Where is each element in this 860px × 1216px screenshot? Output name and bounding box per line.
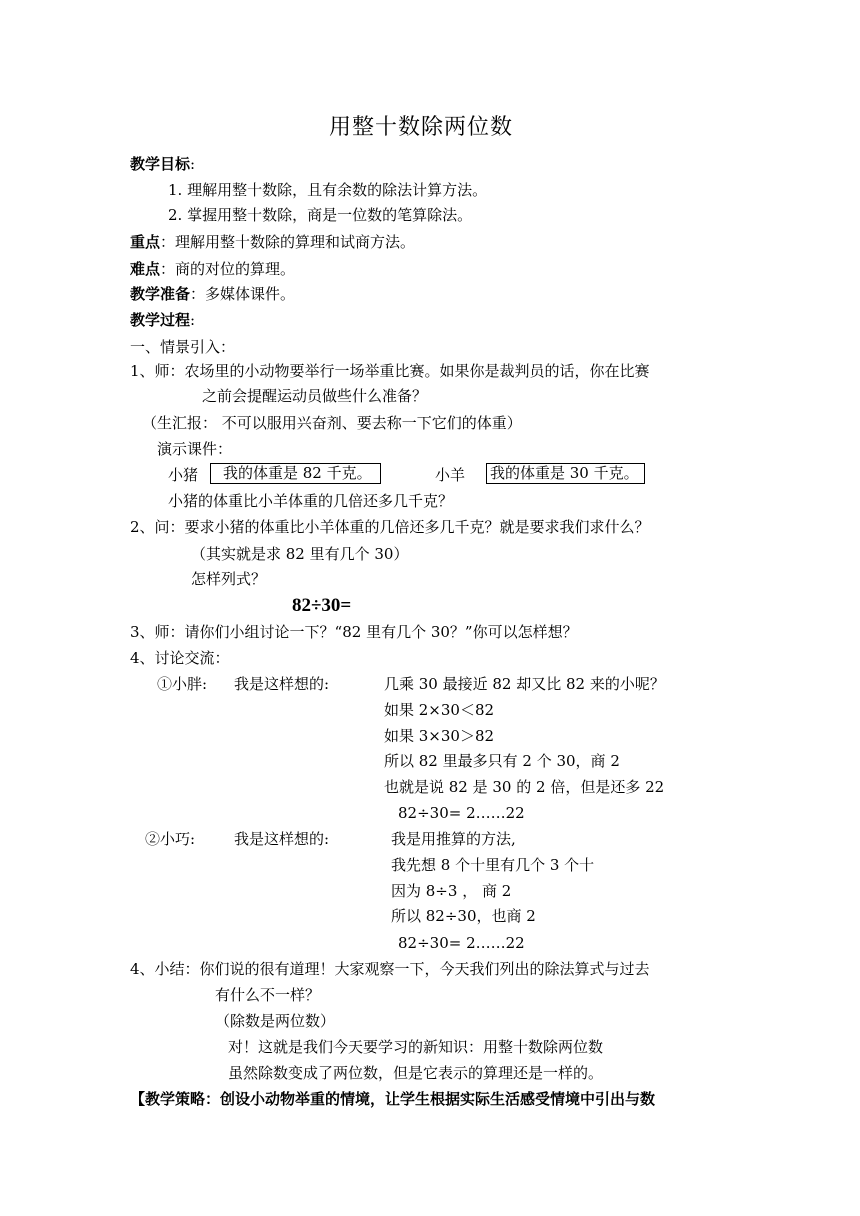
goals-heading <box>130 157 195 172</box>
preparation <box>130 287 295 302</box>
goals-colon: : <box>190 155 196 173</box>
s1-line-4: 演示课件： <box>157 440 233 458</box>
process-colon: : <box>190 311 196 329</box>
xiaopang-intro: 我是这样想的: <box>234 675 330 693</box>
teaching-strategy: 【教学策略：创设小动物举重的情境，让学生根据实际生活感受情境中引出与数 <box>130 1090 656 1108</box>
section-1-heading: 一、情景引入： <box>130 338 236 356</box>
xiaopang-line-2: 如果 2×30＜82 <box>384 701 495 719</box>
s3-line: 3、师：请你们小组讨论一下？“82 里有几个 30？”你可以怎样想？ <box>130 623 578 641</box>
key-point-text: ：理解用整十数除的算理和试商方法。 <box>160 233 416 251</box>
xiaoqiao-line-3: 因为 8÷3 ， 商 2 <box>391 882 512 900</box>
preparation-text: ：多媒体课件。 <box>190 285 296 303</box>
xiaopang-line-1: 几乘 30 最接近 82 却又比 82 来的小呢？ <box>384 675 665 693</box>
pig-label: 小猪 <box>168 466 199 484</box>
goals-label: 教学目标 <box>130 155 191 173</box>
s2-line-2: （其实就是求 82 里有几个 30） <box>191 545 409 563</box>
key-point <box>130 235 415 250</box>
summary-line-3: （除数是两位数） <box>215 1012 336 1030</box>
difficulty <box>130 262 295 277</box>
s4-heading: 4、讨论交流： <box>130 649 230 667</box>
summary-line-2: 有什么不一样？ <box>215 986 321 1004</box>
process-label: 教学过程 <box>130 311 191 329</box>
difficulty-label: 难点 <box>130 260 161 278</box>
xiaoqiao-line-1: 我是用推算的方法, <box>391 830 516 848</box>
xiaoqiao-line-2: 我先想 8 个十里有几个 3 个十 <box>391 856 595 874</box>
goal-item-1: 1. 理解用整十数除，且有余数的除法计算方法。 <box>168 181 488 199</box>
sheep-speech-box: 我的体重是 30 千克。 <box>486 463 645 484</box>
pig-speech-box: 我的体重是 82 千克。 <box>210 463 381 484</box>
xiaopang-line-4: 所以 82 里最多只有 2 个 30，商 2 <box>384 752 620 770</box>
xiaopang-line-5: 也就是说 82 是 30 的 2 倍，但是还多 22 <box>384 778 665 796</box>
goal-item-2: 2. 掌握用整十数除，商是一位数的笔算除法。 <box>168 206 473 224</box>
xiaoqiao-name: ②小巧: <box>145 830 196 848</box>
page-title: 用整十数除两位数 <box>329 115 514 140</box>
key-point-label: 重点 <box>130 233 161 251</box>
process-heading <box>130 313 195 328</box>
summary-line-5: 虽然除数变成了两位数，但是它表示的算理还是一样的。 <box>228 1064 604 1082</box>
xiaoqiao-line-5: 82÷30= 2……22 <box>398 934 525 952</box>
difficulty-text: ：商的对位的算理。 <box>160 260 296 278</box>
s1-line-2: 之前会提醒运动员做些什么准备？ <box>202 387 428 405</box>
s2-line-3: 怎样列式？ <box>191 570 267 588</box>
summary-line-1: 4、小结：你们说的很有道理！大家观察一下，今天我们列出的除法算式与过去 <box>130 960 650 978</box>
s2-line-1: 2、问：要求小猪的体重比小羊体重的几倍还多几千克？就是要求我们求什么？ <box>130 518 650 536</box>
equation: 82÷30= <box>292 595 352 616</box>
s1-line-3: （生汇报： 不可以服用兴奋剂、要去称一下它们的体重） <box>142 414 522 432</box>
preparation-label: 教学准备 <box>130 285 191 303</box>
s1-question: 小猪的体重比小羊体重的几倍还多几千克？ <box>168 492 454 510</box>
xiaopang-name: ①小胖: <box>157 675 208 693</box>
sheep-label: 小羊 <box>435 466 466 484</box>
xiaopang-line-6: 82÷30= 2……22 <box>398 804 525 822</box>
xiaoqiao-line-4: 所以 82÷30，也商 2 <box>391 907 536 925</box>
xiaoqiao-intro: 我是这样想的: <box>234 830 330 848</box>
s1-line-1: 1、师：农场里的小动物要举行一场举重比赛。如果你是裁判员的话，你在比赛 <box>130 362 650 380</box>
xiaopang-line-3: 如果 3×30＞82 <box>384 727 495 745</box>
summary-line-4: 对！这就是我们今天要学习的新知识：用整十数除两位数 <box>228 1038 604 1056</box>
